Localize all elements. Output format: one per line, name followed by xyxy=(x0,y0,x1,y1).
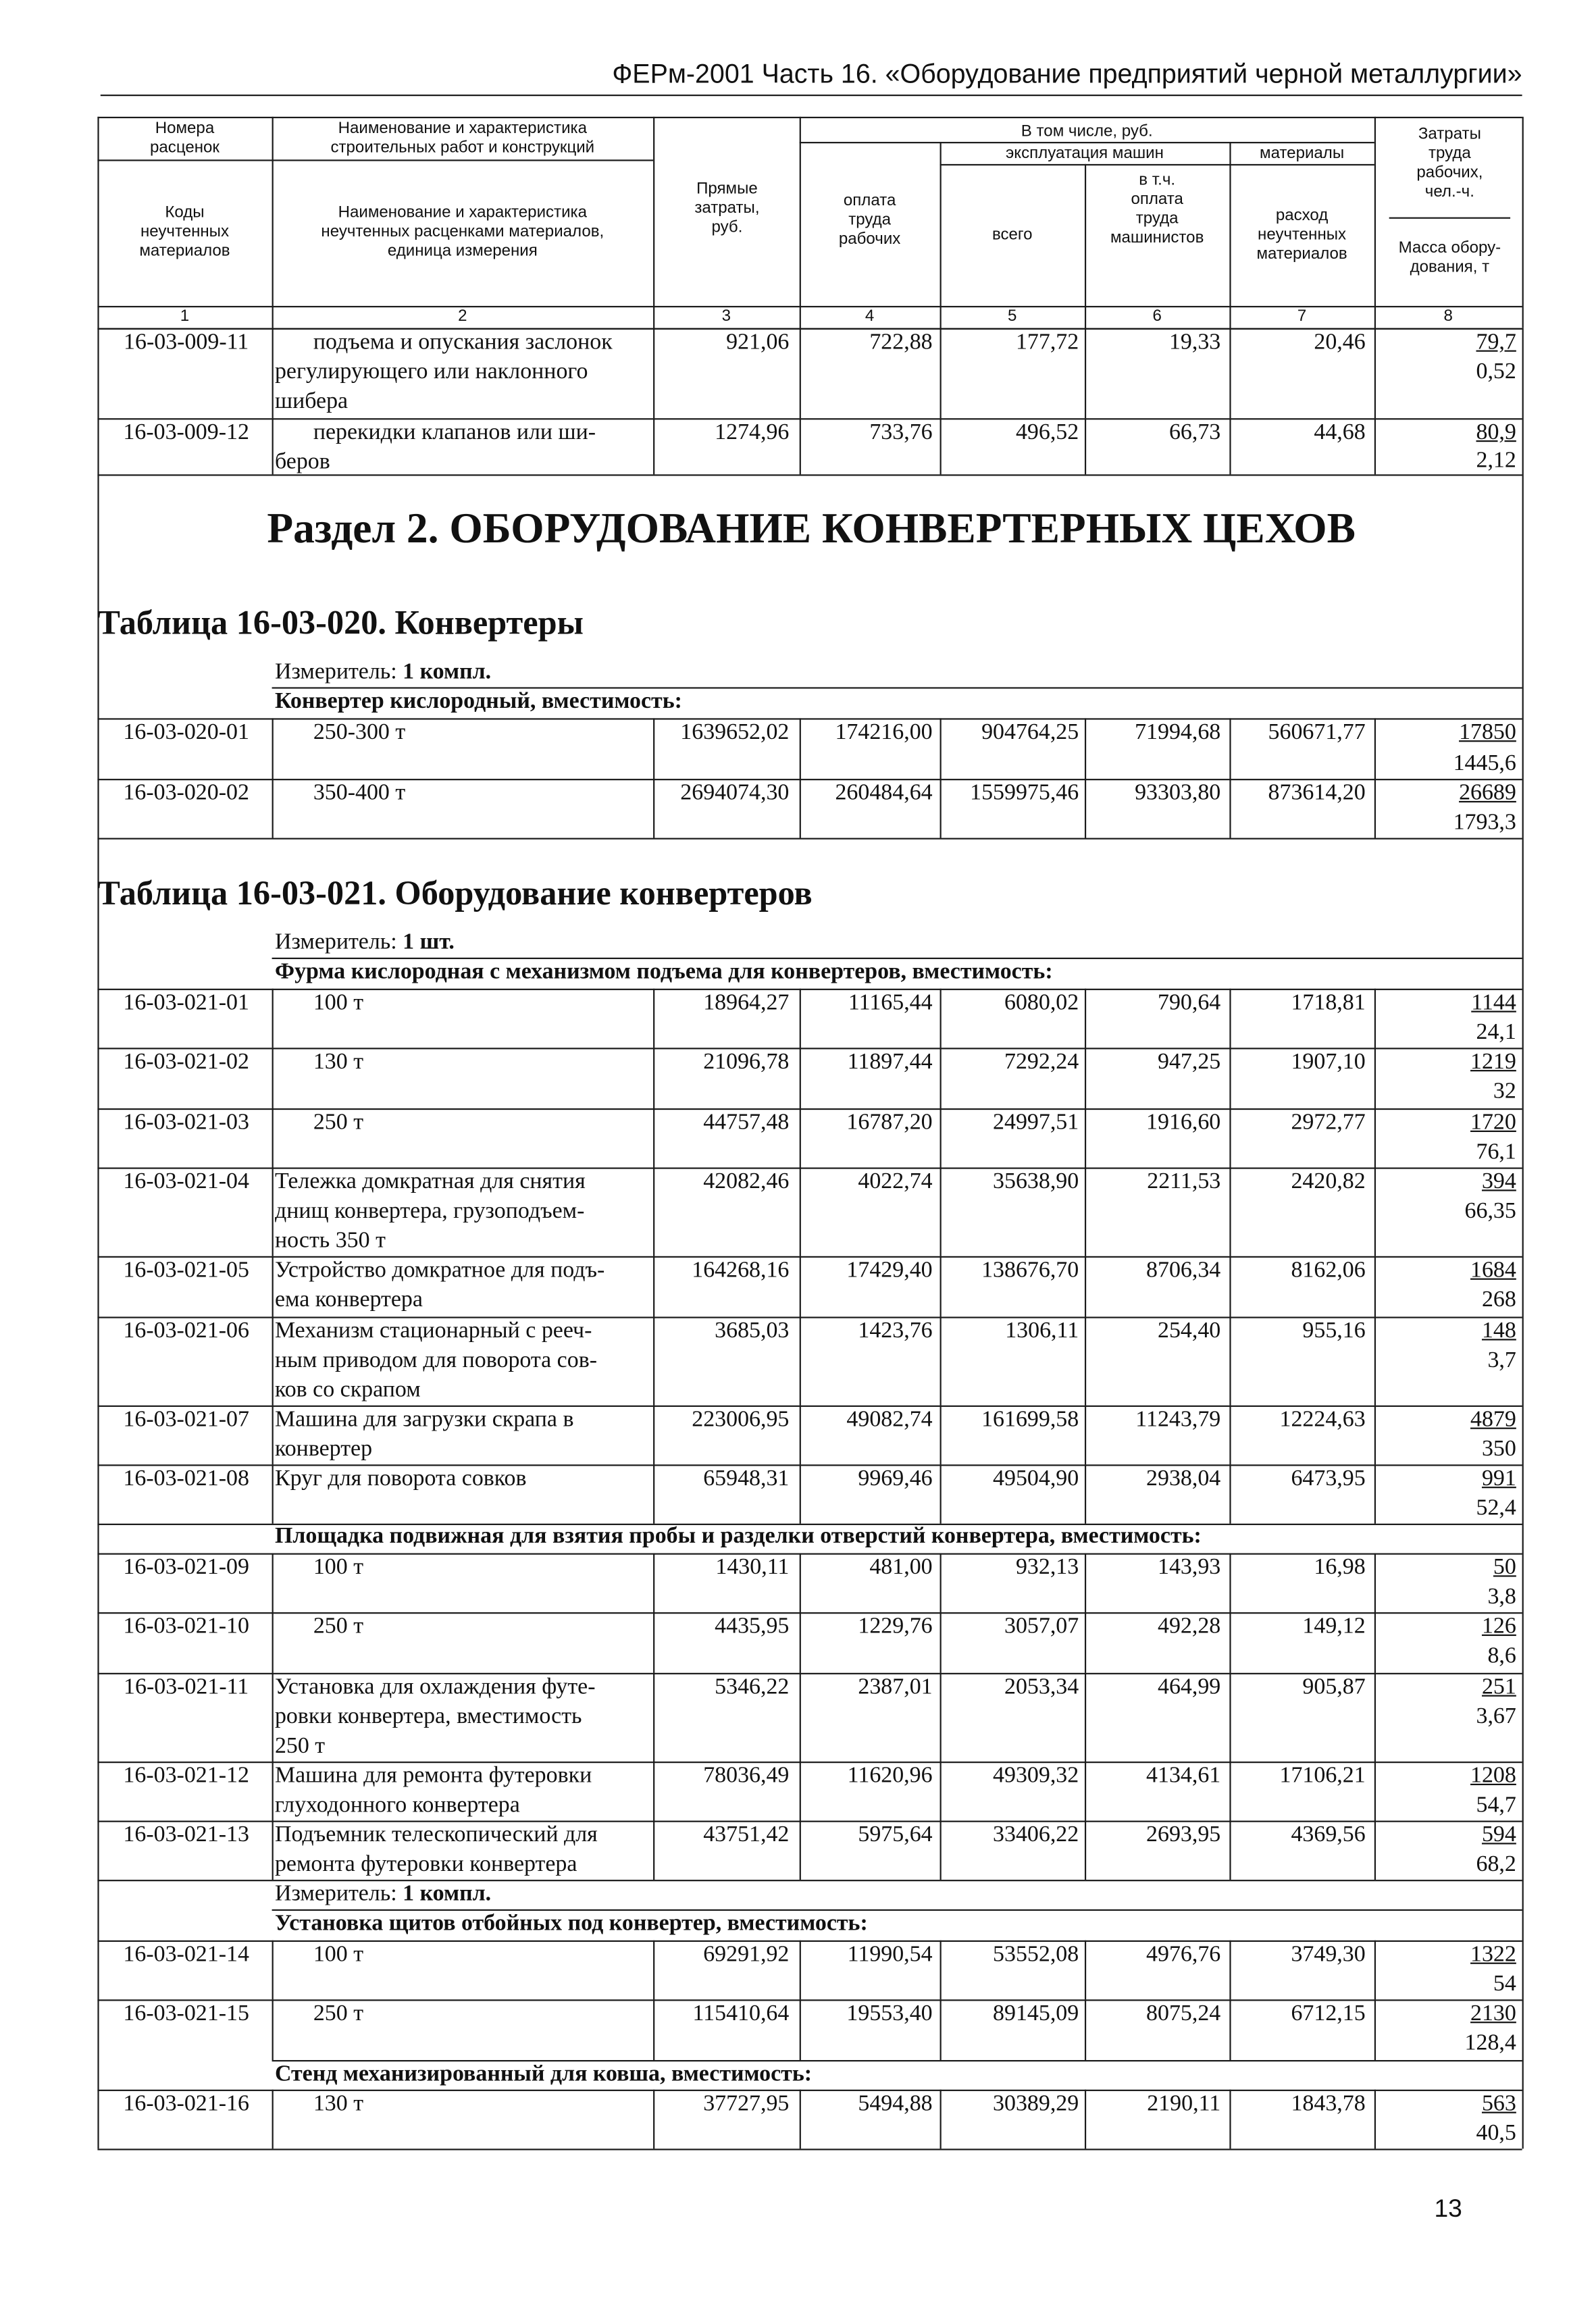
row-direct-cost: 115410,64 xyxy=(692,2001,790,2026)
row-equipment-mass: 268 xyxy=(1481,1287,1516,1312)
row-machines-total: 49309,32 xyxy=(993,1763,1079,1789)
row-code: 16-03-021-14 xyxy=(123,1941,249,1968)
row-direct-cost: 2694074,30 xyxy=(680,780,790,806)
row-direct-cost: 1639652,02 xyxy=(680,719,790,745)
row-labor-hours: 1322 xyxy=(1470,1941,1516,1968)
row-labor-pay: 11897,44 xyxy=(847,1049,933,1075)
row-equipment-mass: 76,1 xyxy=(1476,1139,1516,1165)
row-equipment-mass: 1445,6 xyxy=(1453,750,1516,776)
row-operators-pay: 11243,79 xyxy=(1135,1406,1221,1433)
row-labor-hours: 2130 xyxy=(1470,2001,1516,2026)
row-materials: 955,16 xyxy=(1302,1318,1366,1343)
grid-line xyxy=(1374,328,1376,418)
row-name: перекидки клапанов или ши- беров xyxy=(274,419,596,475)
grid-line xyxy=(1374,1316,1376,1405)
row-labor-hours: 1208 xyxy=(1470,1763,1516,1789)
row-materials: 12224,63 xyxy=(1279,1406,1366,1433)
row-materials: 2972,77 xyxy=(1291,1110,1366,1135)
grid-line xyxy=(1374,1167,1376,1256)
row-direct-cost: 5346,22 xyxy=(715,1674,790,1700)
row-operators-pay: 8075,24 xyxy=(1146,2001,1221,2026)
table-021-subtitle-sampling-platform: Площадка подвижная для взятия пробы и разделки отверстий конвертера, вместимость: xyxy=(274,1523,1202,1549)
grid-line xyxy=(1522,328,1524,2149)
table-020-subtitle: Конвертер кислородный, вместимость: xyxy=(274,688,682,714)
row-labor-pay: 260484,64 xyxy=(835,780,933,806)
row-labor-pay: 722,88 xyxy=(869,329,933,355)
row-code: 16-03-021-08 xyxy=(123,1466,249,1491)
row-name: Подъемник телескопический для ремонта футеровки конвертера xyxy=(274,1822,598,1877)
grid-line xyxy=(272,1673,274,1762)
row-code: 16-03-021-12 xyxy=(123,1763,249,1789)
row-operators-pay: 8706,34 xyxy=(1146,1257,1221,1283)
row-name: 100 т xyxy=(313,1554,364,1580)
row-equipment-mass: 32 xyxy=(1493,1079,1516,1104)
row-name: Круг для поворота совков xyxy=(274,1466,527,1491)
row-materials: 1843,78 xyxy=(1291,2090,1366,2117)
row-machines-total: 2053,34 xyxy=(1004,1674,1079,1700)
grid-line xyxy=(1374,1256,1376,1317)
measure-unit: 1 компл. xyxy=(403,1881,492,1907)
table-020-measure xyxy=(275,658,491,688)
grid-line xyxy=(1374,1999,1376,2060)
row-labor-pay: 11165,44 xyxy=(848,989,933,1016)
row-direct-cost: 37727,95 xyxy=(703,2090,790,2117)
column-number: 4 xyxy=(865,307,875,326)
row-labor-pay: 481,00 xyxy=(869,1554,933,1580)
grid-line xyxy=(272,1167,274,1256)
row-equipment-mass: 128,4 xyxy=(1464,2030,1516,2056)
row-labor-pay: 17429,40 xyxy=(846,1257,933,1283)
grid-line xyxy=(1374,1406,1376,1465)
row-equipment-mass: 350 xyxy=(1481,1436,1516,1462)
row-name: 250 т xyxy=(313,1110,364,1135)
row-operators-pay: 71994,68 xyxy=(1135,719,1221,745)
row-operators-pay: 2938,04 xyxy=(1146,1466,1221,1491)
grid-line xyxy=(1374,1464,1376,1524)
row-labor-hours: 126 xyxy=(1481,1614,1516,1639)
row-labor-hours: 1144 xyxy=(1471,989,1516,1016)
row-machines-total: 161699,58 xyxy=(981,1406,1079,1433)
row-labor-hours: 148 xyxy=(1481,1318,1516,1343)
grid-line xyxy=(272,1256,274,1317)
row-equipment-mass: 1793,3 xyxy=(1453,810,1516,835)
row-machines-total: 177,72 xyxy=(1015,329,1079,355)
grid-line xyxy=(1374,2090,1376,2149)
row-machines-total: 138676,70 xyxy=(981,1257,1079,1283)
row-labor-pay: 1423,76 xyxy=(858,1318,933,1343)
row-direct-cost: 3685,03 xyxy=(715,1318,790,1343)
row-labor-pay: 2387,01 xyxy=(858,1674,933,1700)
grid-line xyxy=(97,838,1522,840)
grid-line xyxy=(272,418,274,474)
row-equipment-mass: 68,2 xyxy=(1476,1851,1516,1877)
row-code: 16-03-021-05 xyxy=(123,1257,249,1283)
grid-line xyxy=(272,1464,274,1524)
row-operators-pay: 2211,53 xyxy=(1147,1168,1221,1194)
row-name: 350-400 т xyxy=(313,780,406,806)
row-labor-hours: 594 xyxy=(1481,1822,1516,1847)
row-materials: 1907,10 xyxy=(1291,1049,1366,1075)
header-col5: всего xyxy=(992,226,1033,245)
grid-line xyxy=(272,989,274,1048)
row-name: 250-300 т xyxy=(313,719,406,745)
row-code: 16-03-020-02 xyxy=(123,780,249,806)
column-number: 3 xyxy=(721,307,731,326)
row-equipment-mass: 54 xyxy=(1493,1971,1516,1997)
row-code: 16-03-020-01 xyxy=(123,719,249,745)
row-labor-pay: 49082,74 xyxy=(846,1406,933,1433)
row-code: 16-03-009-11 xyxy=(124,329,249,355)
row-machines-total: 30389,29 xyxy=(993,2090,1079,2117)
row-operators-pay: 19,33 xyxy=(1168,329,1221,355)
row-labor-pay: 11620,96 xyxy=(847,1763,933,1789)
row-code: 16-03-009-12 xyxy=(123,419,249,445)
header-col6: в т.ч. оплата труда машинистов xyxy=(1110,171,1204,247)
row-labor-pay: 733,76 xyxy=(869,419,933,445)
row-name: 250 т xyxy=(313,2001,364,2026)
grid-line xyxy=(272,1406,274,1465)
row-labor-pay: 5975,64 xyxy=(858,1822,933,1847)
row-direct-cost: 43751,42 xyxy=(703,1822,790,1847)
grid-line xyxy=(1374,1821,1376,1880)
grid-line xyxy=(272,1940,274,2000)
row-materials: 3749,30 xyxy=(1291,1941,1366,1968)
row-operators-pay: 492,28 xyxy=(1157,1614,1221,1639)
row-direct-cost: 1274,96 xyxy=(715,419,790,445)
row-labor-hours: 1219 xyxy=(1470,1049,1516,1075)
header-col2-bottom: Наименование и характеристика неучтенных расценками материалов, единица измерения xyxy=(321,203,604,261)
measure-label: Измеритель: xyxy=(274,929,403,955)
row-materials: 17106,21 xyxy=(1279,1763,1366,1789)
grid-line xyxy=(272,1553,274,1613)
header-col7: расход неучтенных материалов xyxy=(1256,207,1347,263)
grid-line xyxy=(1374,1762,1376,1821)
row-operators-pay: 790,64 xyxy=(1157,989,1221,1016)
row-labor-pay: 5494,88 xyxy=(858,2090,933,2117)
row-operators-pay: 2190,11 xyxy=(1147,2090,1221,2117)
row-equipment-mass: 3,8 xyxy=(1487,1584,1516,1610)
row-operators-pay: 93303,80 xyxy=(1135,780,1221,806)
row-equipment-mass: 2,12 xyxy=(1476,447,1516,473)
column-number: 1 xyxy=(180,307,190,326)
row-labor-pay: 19553,40 xyxy=(846,2001,933,2026)
row-code: 16-03-021-03 xyxy=(123,1110,249,1135)
table-021-subtitle-oxygen-lance: Фурма кислородная с механизмом подъема для конвертеров, вместимость: xyxy=(274,958,1053,985)
row-labor-hours: 17850 xyxy=(1459,719,1516,745)
row-code: 16-03-021-02 xyxy=(123,1049,249,1075)
row-machines-total: 904764,25 xyxy=(981,719,1079,745)
grid-line xyxy=(1374,779,1376,838)
row-equipment-mass: 3,7 xyxy=(1487,1347,1516,1373)
table-021-subtitle-ladle-stand: Стенд механизированный для ковша, вместимость: xyxy=(274,2061,813,2087)
row-direct-cost: 1430,11 xyxy=(715,1554,790,1580)
measure-label: Измеритель: xyxy=(274,1881,403,1907)
header-col3: Прямые затраты, руб. xyxy=(694,180,760,237)
grid-line xyxy=(272,1821,274,1880)
row-labor-pay: 16787,20 xyxy=(846,1110,933,1135)
row-code: 16-03-021-04 xyxy=(123,1168,249,1194)
column-number: 6 xyxy=(1152,307,1162,326)
row-labor-hours: 563 xyxy=(1481,2090,1516,2117)
grid-line xyxy=(1374,989,1376,1048)
row-machines-total: 89145,09 xyxy=(993,2001,1079,2026)
row-operators-pay: 464,99 xyxy=(1157,1674,1221,1700)
row-name: Механизм стационарный с рееч- ным приводом для поворота сов- ков со скрапом xyxy=(274,1318,598,1403)
grid-line xyxy=(272,328,274,418)
row-name: Машина для загрузки скрапа в конвертер xyxy=(274,1406,574,1462)
row-direct-cost: 78036,49 xyxy=(703,1763,790,1789)
grid-line xyxy=(1374,1553,1376,1613)
row-name: Установка для охлаждения футе- ровки конвертера, вместимость 250 т xyxy=(274,1674,596,1759)
row-direct-cost: 21096,78 xyxy=(703,1049,790,1075)
grid-line xyxy=(272,2090,274,2149)
table-020-title: Таблица 16-03-020. Конвертеры xyxy=(97,604,584,642)
row-equipment-mass: 0,52 xyxy=(1476,359,1516,384)
row-materials: 4369,56 xyxy=(1291,1822,1366,1847)
row-labor-hours: 79,7 xyxy=(1476,329,1516,355)
row-code: 16-03-021-15 xyxy=(123,2001,249,2026)
grid-line xyxy=(272,1612,274,1673)
header-machines: эксплуатация машин xyxy=(1006,145,1164,163)
row-direct-cost: 164268,16 xyxy=(692,1257,790,1283)
row-materials: 2420,82 xyxy=(1291,1168,1366,1194)
grid-line xyxy=(1374,1048,1376,1108)
section-title: Раздел 2. ОБОРУДОВАНИЕ КОНВЕРТЕРНЫХ ЦЕХОВ xyxy=(267,505,1356,553)
header-col1-bottom: Коды неучтенных материалов xyxy=(139,203,230,261)
row-operators-pay: 66,73 xyxy=(1168,419,1221,445)
header-col8-top: Затраты труда рабочих, чел.-ч. xyxy=(1416,125,1483,201)
row-machines-total: 7292,24 xyxy=(1004,1049,1079,1075)
column-number: 7 xyxy=(1297,307,1307,326)
row-equipment-mass: 24,1 xyxy=(1476,1019,1516,1045)
row-labor-pay: 9969,46 xyxy=(858,1466,933,1491)
row-operators-pay: 1916,60 xyxy=(1146,1110,1221,1135)
grid-line xyxy=(97,2149,1522,2150)
grid-line xyxy=(272,1762,274,1821)
grid-line xyxy=(1374,1108,1376,1168)
row-operators-pay: 4976,76 xyxy=(1146,1941,1221,1968)
row-labor-hours: 1684 xyxy=(1470,1257,1516,1283)
running-title: ФЕРм-2001 Часть 16. «Оборудование предприятий черной металлургии» xyxy=(612,59,1522,89)
row-machines-total: 6080,02 xyxy=(1004,989,1079,1016)
header-rule xyxy=(101,95,1522,96)
header-col8-bottom: Масса обору- дования, т xyxy=(1398,239,1501,277)
row-name: 130 т xyxy=(313,1049,364,1075)
row-code: 16-03-021-16 xyxy=(123,2090,249,2117)
table-021-subtitle-shields: Установка щитов отбойных под конвертер, вместимость: xyxy=(274,1911,868,1936)
row-materials: 6473,95 xyxy=(1291,1466,1366,1491)
grid-line xyxy=(272,1316,274,1405)
row-labor-pay: 174216,00 xyxy=(835,719,933,745)
row-name: 130 т xyxy=(313,2090,364,2117)
row-direct-cost: 65948,31 xyxy=(703,1466,790,1491)
row-materials: 873614,20 xyxy=(1268,780,1366,806)
row-labor-pay: 4022,74 xyxy=(858,1168,933,1194)
row-labor-hours: 4879 xyxy=(1470,1406,1516,1433)
row-code: 16-03-021-01 xyxy=(123,989,249,1016)
grid-line xyxy=(272,1999,274,2060)
row-machines-total: 932,13 xyxy=(1015,1554,1079,1580)
row-code: 16-03-021-11 xyxy=(124,1674,249,1700)
header-materials: материалы xyxy=(1260,145,1345,163)
row-materials: 44,68 xyxy=(1314,419,1366,445)
row-operators-pay: 254,40 xyxy=(1157,1318,1221,1343)
row-machines-total: 24997,51 xyxy=(993,1110,1079,1135)
row-materials: 1718,81 xyxy=(1291,989,1366,1016)
table-021-title: Таблица 16-03-021. Оборудование конвертеров xyxy=(97,875,813,912)
row-labor-hours: 80,9 xyxy=(1476,419,1516,445)
header-col2-top: Наименование и характеристика строительных работ и конструкций xyxy=(330,120,595,157)
row-machines-total: 53552,08 xyxy=(993,1941,1079,1968)
row-materials: 149,12 xyxy=(1302,1614,1366,1639)
header-group: В том числе, руб. xyxy=(1021,122,1153,140)
grid-line xyxy=(272,779,274,838)
row-name: 100 т xyxy=(313,1941,364,1968)
row-labor-hours: 251 xyxy=(1481,1674,1516,1700)
row-machines-total: 496,52 xyxy=(1015,419,1079,445)
row-materials: 560671,77 xyxy=(1268,719,1366,745)
row-materials: 20,46 xyxy=(1314,329,1366,355)
column-number: 5 xyxy=(1008,307,1017,326)
row-equipment-mass: 40,5 xyxy=(1476,2120,1516,2146)
row-labor-pay: 11990,54 xyxy=(847,1941,933,1968)
row-equipment-mass: 52,4 xyxy=(1476,1495,1516,1521)
row-name: Машина для ремонта футеровки глуходонного конвертера xyxy=(274,1763,592,1818)
row-direct-cost: 223006,95 xyxy=(692,1406,790,1433)
grid-line xyxy=(1374,718,1376,779)
measure-label: Измеритель: xyxy=(274,659,403,685)
row-name: 250 т xyxy=(313,1614,364,1639)
column-number: 2 xyxy=(458,307,467,326)
row-operators-pay: 2693,95 xyxy=(1146,1822,1221,1847)
row-code: 16-03-021-09 xyxy=(123,1554,249,1580)
row-labor-hours: 991 xyxy=(1481,1466,1516,1491)
row-direct-cost: 921,06 xyxy=(726,329,790,355)
row-equipment-mass: 54,7 xyxy=(1476,1792,1516,1818)
row-code: 16-03-021-10 xyxy=(123,1614,249,1639)
column-number: 8 xyxy=(1443,307,1453,326)
row-machines-total: 49504,90 xyxy=(993,1466,1079,1491)
row-code: 16-03-021-07 xyxy=(123,1406,249,1433)
row-name: подъема и опускания заслонок регулирующего или наклонного шибера xyxy=(274,329,613,414)
row-materials: 8162,06 xyxy=(1291,1257,1366,1283)
row-machines-total: 33406,22 xyxy=(993,1822,1079,1847)
row-equipment-mass: 66,35 xyxy=(1464,1198,1516,1224)
grid-line xyxy=(1374,418,1376,474)
table-021-measure-2 xyxy=(275,1880,491,1909)
row-name: Тележка домкратная для снятия днищ конвертера, грузоподъем- ность 350 т xyxy=(274,1168,586,1254)
row-labor-hours: 26689 xyxy=(1459,780,1516,806)
row-materials: 905,87 xyxy=(1302,1674,1366,1700)
row-code: 16-03-021-06 xyxy=(123,1318,249,1343)
row-code: 16-03-021-13 xyxy=(123,1822,249,1847)
header-col4: оплата труда рабочих xyxy=(838,192,901,249)
row-machines-total: 35638,90 xyxy=(993,1168,1079,1194)
grid-line xyxy=(272,1108,274,1168)
table-021-measure xyxy=(275,928,455,958)
row-equipment-mass: 8,6 xyxy=(1487,1643,1516,1669)
grid-line xyxy=(1374,1612,1376,1673)
row-machines-total: 3057,07 xyxy=(1004,1614,1079,1639)
row-name: Устройство домкратное для подъ- ема конвертера xyxy=(274,1257,605,1312)
row-machines-total: 1306,11 xyxy=(1005,1318,1079,1343)
header-col1-top: Номера расценок xyxy=(150,120,220,157)
grid-line xyxy=(272,1048,274,1108)
row-direct-cost: 69291,92 xyxy=(703,1941,790,1968)
row-materials: 16,98 xyxy=(1314,1554,1366,1580)
grid-line xyxy=(272,718,274,779)
row-direct-cost: 44757,48 xyxy=(703,1110,790,1135)
row-equipment-mass: 3,67 xyxy=(1476,1703,1516,1729)
row-labor-hours: 50 xyxy=(1493,1554,1516,1580)
row-direct-cost: 18964,27 xyxy=(703,989,790,1016)
row-operators-pay: 947,25 xyxy=(1157,1049,1221,1075)
row-labor-pay: 1229,76 xyxy=(858,1614,933,1639)
row-labor-hours: 394 xyxy=(1481,1168,1516,1194)
page-number: 13 xyxy=(1434,2194,1462,2223)
row-operators-pay: 4134,61 xyxy=(1146,1763,1221,1789)
row-machines-total: 1559975,46 xyxy=(970,780,1079,806)
row-name: 100 т xyxy=(313,989,364,1016)
row-direct-cost: 42082,46 xyxy=(703,1168,790,1194)
row-labor-hours: 1720 xyxy=(1470,1110,1516,1135)
grid-line xyxy=(1374,1940,1376,2000)
grid-line xyxy=(1374,1673,1376,1762)
row-operators-pay: 143,93 xyxy=(1157,1554,1221,1580)
row-direct-cost: 4435,95 xyxy=(715,1614,790,1639)
row-materials: 6712,15 xyxy=(1291,2001,1366,2026)
measure-unit: 1 компл. xyxy=(403,659,492,685)
measure-unit: 1 шт. xyxy=(403,929,455,955)
